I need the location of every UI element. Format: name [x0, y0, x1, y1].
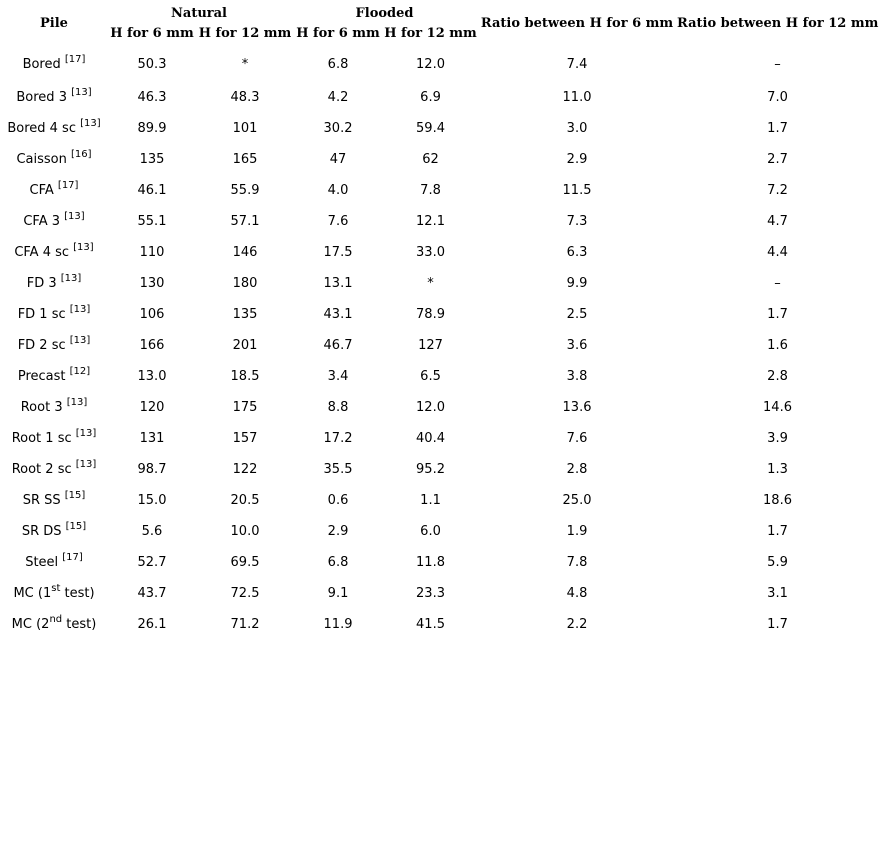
cell-ratio-12mm: 3.9	[767, 431, 788, 446]
cell-pile	[2, 361, 106, 392]
table-row	[2, 423, 878, 454]
cell-ratio-12mm: –	[774, 56, 781, 72]
cell-pile	[2, 175, 106, 206]
cell-pile	[2, 485, 106, 516]
pile-reference: [17]	[57, 180, 79, 191]
table-row	[2, 237, 878, 268]
cell-ratio-6mm: 9.9	[566, 276, 588, 291]
pile-name: Root 1 sc	[11, 431, 76, 446]
cell-pile	[2, 516, 106, 547]
cell-pile	[2, 392, 106, 423]
header-natural: Natural	[171, 6, 227, 21]
cell-flooded-h12: 41.5	[416, 617, 445, 632]
cell-flooded-h12: 78.9	[416, 307, 445, 322]
cell-natural-h6: 46.3	[137, 90, 167, 105]
cell-flooded-h12: 12.0	[416, 56, 445, 72]
pile-name: Bored 4 sc	[7, 121, 81, 136]
cell-natural-h12: 122	[232, 462, 258, 477]
cell-pile	[2, 609, 106, 640]
cell-flooded-h6: 8.8	[327, 400, 349, 415]
header-flooded-h6: H for 6 mm	[296, 26, 380, 41]
cell-ratio-12mm: 1.7	[767, 524, 788, 539]
cell-flooded-h6: 13.1	[323, 276, 353, 291]
cell-natural-h6: 5.6	[141, 524, 163, 539]
cell-natural-h12: 18.5	[230, 369, 260, 384]
pile-reference: [17]	[62, 552, 83, 563]
cell-ratio-6mm: 13.6	[562, 400, 592, 415]
pile-name: CFA 3	[23, 214, 65, 229]
cell-pile	[2, 299, 106, 330]
cell-pile	[2, 423, 106, 454]
cell-ratio-6mm: 2.8	[566, 462, 588, 477]
pile-name: FD 2 sc	[17, 338, 70, 353]
cell-ratio-12mm: –	[774, 276, 781, 291]
cell-flooded-h12: 6.5	[420, 369, 441, 384]
cell-flooded-h12: 6.9	[420, 90, 441, 105]
pile-data-table	[2, 4, 878, 640]
cell-ratio-6mm: 7.6	[566, 431, 588, 446]
cell-natural-h12: 72.5	[230, 586, 260, 601]
cell-flooded-h12: 95.2	[416, 462, 445, 477]
cell-flooded-h6: 9.1	[327, 586, 349, 601]
cell-ratio-12mm: 1.6	[767, 338, 788, 353]
cell-flooded-h12: 6.0	[420, 524, 441, 539]
pile-name: Root 3	[20, 400, 67, 415]
cell-natural-h6: 43.7	[137, 586, 167, 601]
cell-flooded-h6: 4.2	[327, 90, 349, 105]
pile-name: FD 3	[26, 276, 61, 291]
cell-pile	[2, 547, 106, 578]
pile-name: Caisson	[16, 152, 71, 167]
pile-reference: [15]	[64, 490, 86, 501]
cell-flooded-h6: 7.6	[327, 214, 349, 229]
cell-pile	[2, 44, 106, 82]
cell-pile	[2, 578, 106, 609]
header-ratio-6mm: Ratio between H for 6 mm	[480, 16, 674, 31]
cell-pile	[2, 268, 106, 299]
cell-natural-h6: 52.7	[137, 555, 167, 570]
pile-reference: [13]	[64, 211, 85, 222]
cell-flooded-h6: 11.9	[323, 617, 353, 632]
cell-ratio-12mm: 14.6	[763, 400, 792, 415]
cell-ratio-12mm: 2.8	[767, 369, 788, 384]
pile-reference: st	[51, 583, 61, 594]
cell-natural-h6: 120	[139, 400, 165, 415]
cell-ratio-12mm: 1.7	[767, 307, 788, 322]
pile-reference: [15]	[65, 521, 87, 532]
cell-ratio-6mm: 3.6	[566, 338, 588, 353]
cell-flooded-h12: 40.4	[416, 431, 445, 446]
cell-ratio-12mm: 1.3	[767, 462, 788, 477]
table-row	[2, 299, 878, 330]
pile-reference: nd	[49, 614, 63, 625]
cell-ratio-6mm: 7.4	[566, 56, 588, 72]
cell-natural-h6: 13.0	[137, 369, 167, 384]
cell-ratio-12mm: 4.7	[767, 214, 788, 229]
cell-flooded-h12: 62	[422, 152, 439, 167]
cell-flooded-h12: 33.0	[416, 245, 445, 260]
cell-flooded-h6: 2.9	[327, 524, 349, 539]
cell-natural-h6: 15.0	[137, 493, 167, 508]
cell-ratio-12mm: 7.0	[767, 90, 788, 105]
cell-flooded-h6: 3.4	[327, 369, 349, 384]
cell-natural-h12: 48.3	[230, 90, 260, 105]
cell-ratio-6mm: 2.9	[566, 152, 588, 167]
pile-reference: [12]	[69, 366, 91, 377]
cell-natural-h12: 71.2	[230, 617, 260, 632]
table-row	[2, 113, 878, 144]
cell-natural-h6: 50.3	[137, 56, 167, 72]
table-row	[2, 206, 878, 237]
cell-natural-h6: 166	[139, 338, 165, 353]
header-natural-h6: H for 6 mm	[110, 26, 194, 41]
pile-name: Precast	[17, 369, 70, 384]
cell-flooded-h12: 23.3	[416, 586, 445, 601]
cell-flooded-h6: 35.5	[323, 462, 353, 477]
cell-flooded-h12: 11.8	[416, 555, 445, 570]
cell-natural-h6: 89.9	[137, 121, 167, 136]
header-flooded-h12: H for 12 mm	[384, 26, 477, 41]
header-row-group	[2, 4, 878, 24]
cell-ratio-6mm: 3.0	[566, 121, 588, 136]
pile-name: Root 2 sc	[11, 462, 76, 477]
pile-reference: [16]	[71, 149, 92, 160]
cell-ratio-12mm: 7.2	[767, 183, 788, 198]
header-ratio-12mm: Ratio between H for 12 mm	[677, 16, 879, 31]
cell-ratio-6mm: 25.0	[562, 493, 592, 508]
cell-natural-h12: 57.1	[230, 214, 260, 229]
cell-flooded-h6: 0.6	[327, 493, 349, 508]
cell-ratio-6mm: 2.5	[566, 307, 588, 322]
cell-natural-h12: 69.5	[230, 555, 260, 570]
cell-natural-h12: 180	[232, 276, 258, 291]
cell-ratio-6mm: 4.8	[566, 586, 588, 601]
header-flooded: Flooded	[355, 6, 414, 21]
table-row	[2, 547, 878, 578]
table-row	[2, 44, 878, 82]
table-row	[2, 361, 878, 392]
pile-reference: [13]	[69, 304, 91, 315]
pile-name-suffix: test)	[60, 586, 95, 601]
table-row	[2, 516, 878, 547]
cell-ratio-12mm: 1.7	[767, 121, 788, 136]
table-row	[2, 268, 878, 299]
cell-flooded-h6: 4.0	[327, 183, 349, 198]
cell-flooded-h6: 6.8	[327, 555, 349, 570]
pile-name: Bored 3	[16, 90, 72, 105]
pile-reference: [13]	[69, 335, 91, 346]
cell-natural-h12: 55.9	[230, 183, 260, 198]
cell-natural-h6: 98.7	[137, 462, 167, 477]
cell-flooded-h6: 6.8	[327, 56, 349, 72]
pile-name: Bored	[22, 56, 65, 72]
pile-reference: [13]	[66, 397, 88, 408]
cell-flooded-h12: 12.0	[416, 400, 445, 415]
cell-flooded-h6: 47	[329, 152, 347, 167]
table-row	[2, 609, 878, 640]
cell-natural-h12: 20.5	[230, 493, 260, 508]
cell-flooded-h12: 1.1	[420, 493, 441, 508]
pile-name: FD 1 sc	[17, 307, 70, 322]
table-row	[2, 82, 878, 113]
pile-reference: [17]	[64, 53, 86, 65]
cell-pile	[2, 206, 106, 237]
cell-ratio-6mm: 6.3	[566, 245, 588, 260]
cell-natural-h6: 110	[139, 245, 165, 260]
cell-pile	[2, 113, 106, 144]
cell-natural-h6: 26.1	[137, 617, 167, 632]
cell-natural-h6: 55.1	[137, 214, 167, 229]
table-body	[2, 44, 878, 640]
cell-pile	[2, 454, 106, 485]
cell-ratio-6mm: 11.5	[562, 183, 592, 198]
cell-flooded-h6: 43.1	[323, 307, 353, 322]
pile-reference: [13]	[80, 118, 101, 129]
cell-ratio-12mm: 5.9	[767, 555, 788, 570]
cell-pile	[2, 330, 106, 361]
cell-ratio-6mm: 11.0	[562, 90, 592, 105]
cell-natural-h12: 165	[232, 152, 258, 167]
cell-flooded-h12: 127	[418, 338, 443, 353]
cell-natural-h12: *	[241, 56, 249, 72]
header-pile: Pile	[40, 16, 68, 31]
cell-pile	[2, 237, 106, 268]
cell-pile	[2, 82, 106, 113]
pile-name: CFA 4 sc	[14, 245, 74, 260]
table-row	[2, 485, 878, 516]
cell-ratio-6mm: 1.9	[566, 524, 588, 539]
cell-flooded-h12: 59.4	[416, 121, 445, 136]
cell-ratio-12mm: 4.4	[767, 245, 788, 260]
header-natural-h12: H for 12 mm	[198, 26, 292, 41]
table-row	[2, 454, 878, 485]
cell-natural-h6: 135	[139, 152, 165, 167]
pile-reference: [13]	[60, 273, 82, 284]
cell-natural-h6: 131	[139, 431, 165, 446]
cell-natural-h12: 101	[232, 121, 258, 136]
pile-reference: [13]	[75, 428, 97, 439]
cell-flooded-h12: 12.1	[416, 214, 445, 229]
cell-natural-h12: 175	[232, 400, 258, 415]
cell-ratio-6mm: 3.8	[566, 369, 588, 384]
cell-pile	[2, 144, 106, 175]
cell-ratio-12mm: 3.1	[767, 586, 788, 601]
cell-ratio-6mm: 2.2	[566, 617, 588, 632]
pile-name: MC (1	[13, 586, 52, 601]
table-row	[2, 144, 878, 175]
cell-flooded-h6: 46.7	[323, 338, 353, 353]
table-header	[2, 4, 878, 44]
cell-natural-h12: 157	[232, 431, 258, 446]
table-row	[2, 330, 878, 361]
cell-ratio-12mm: 2.7	[767, 152, 788, 167]
pile-name: SR DS	[21, 524, 66, 539]
cell-natural-h6: 46.1	[137, 183, 167, 198]
cell-flooded-h12: *	[427, 276, 434, 291]
cell-natural-h12: 146	[232, 245, 258, 260]
cell-natural-h6: 130	[139, 276, 165, 291]
table-row	[2, 175, 878, 206]
cell-ratio-12mm: 1.7	[767, 617, 788, 632]
table-row	[2, 392, 878, 423]
table-row	[2, 578, 878, 609]
cell-flooded-h6: 17.5	[323, 245, 353, 260]
cell-flooded-h6: 30.2	[323, 121, 353, 136]
cell-natural-h12: 135	[232, 307, 258, 322]
pile-reference: [13]	[75, 459, 97, 470]
cell-ratio-6mm: 7.8	[566, 555, 588, 570]
pile-name: MC (2	[11, 617, 50, 632]
cell-ratio-12mm: 18.6	[763, 493, 792, 508]
pile-name-suffix: test)	[62, 617, 97, 632]
cell-natural-h6: 106	[139, 307, 165, 322]
pile-reference: [13]	[71, 87, 92, 98]
cell-flooded-h6: 17.2	[323, 431, 353, 446]
pile-name: Steel	[25, 555, 63, 570]
cell-flooded-h12: 7.8	[420, 183, 441, 198]
pile-name: CFA	[29, 183, 58, 198]
pile-name: SR SS	[22, 493, 65, 508]
cell-ratio-6mm: 7.3	[566, 214, 588, 229]
pile-reference: [13]	[73, 242, 94, 253]
cell-natural-h12: 10.0	[230, 524, 260, 539]
cell-natural-h12: 201	[232, 338, 258, 353]
